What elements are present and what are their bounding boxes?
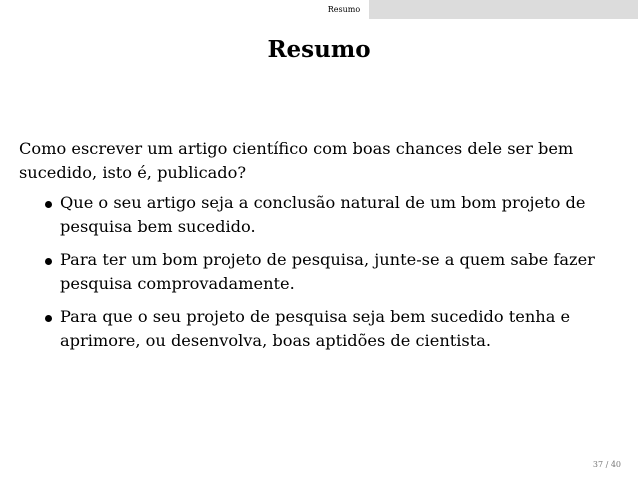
bullet-icon bbox=[45, 315, 52, 322]
headline-section-area bbox=[319, 0, 638, 19]
bullet-list bbox=[19, 191, 619, 353]
page-number: 37 / 40 bbox=[592, 460, 621, 469]
intro-paragraph: Como escrever um artigo científico com boas chances dele ser bem sucedido, isto é, publicado? bbox=[19, 139, 574, 182]
bullet-item bbox=[19, 248, 619, 296]
section-link-resumo[interactable]: Resumo bbox=[319, 0, 369, 19]
slide-body bbox=[19, 137, 619, 353]
bullet-text: Para que o seu projeto de pesquisa seja bem sucedido tenha e aprimore, ou desenvolva, boas aptidões de cientista. bbox=[60, 307, 571, 350]
bullet-text: Que o seu artigo seja a conclusão natural de um bom projeto de pesquisa bem sucedido. bbox=[60, 193, 586, 236]
bullet-item bbox=[19, 191, 619, 239]
bullet-icon bbox=[45, 258, 52, 265]
bullet-text: Para ter um bom projeto de pesquisa, junte-se a quem sabe fazer pesquisa comprovadamente. bbox=[60, 250, 595, 293]
bullet-icon bbox=[45, 201, 52, 208]
frame-title: Resumo bbox=[267, 36, 371, 63]
bullet-item bbox=[19, 305, 619, 353]
headline-navigation-bar bbox=[0, 0, 638, 19]
headline-left-area bbox=[0, 0, 319, 19]
